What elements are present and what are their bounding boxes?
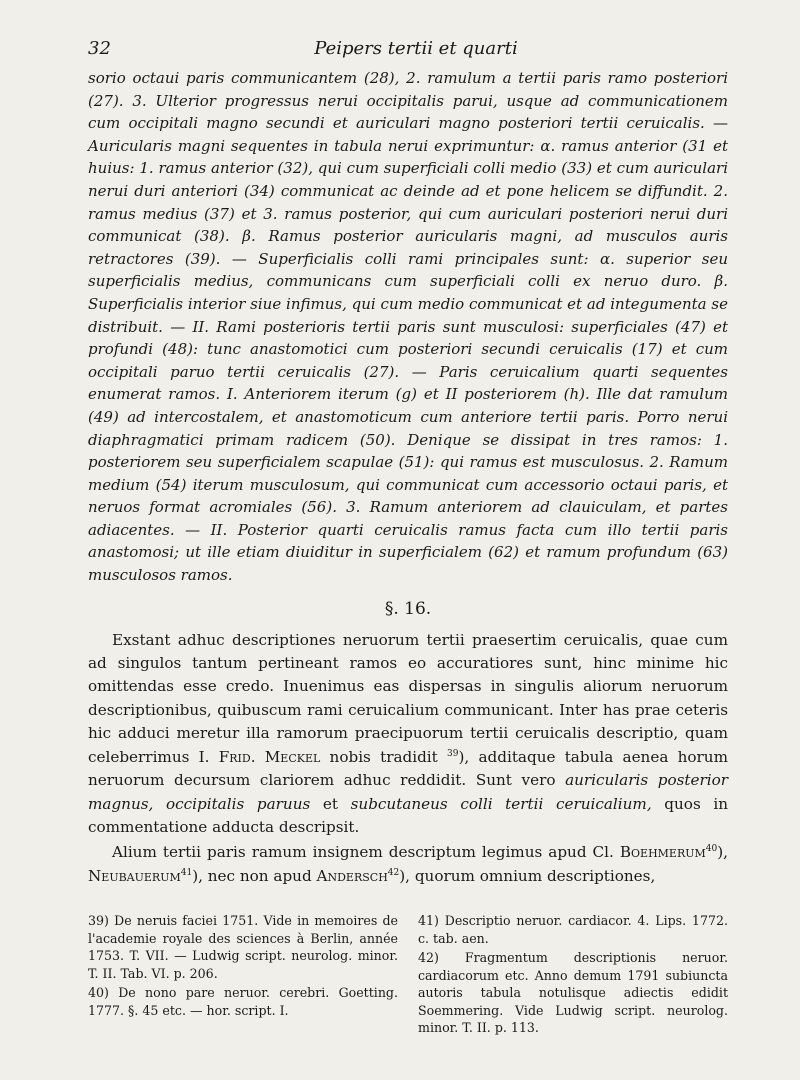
nerve-terms: auricularis posterior magnus, occipitalis paruus xyxy=(88,771,728,813)
footnote-ref-40: 40 xyxy=(705,844,718,855)
footnote-40: 40) De nono pare neruor. cerebri. Goetting. 1777. §. 45 etc. — hor. script. I. xyxy=(88,985,398,1018)
para2-text-a: Alium tertii paris ramum insignem descriptum legimus apud Cl. xyxy=(112,843,620,862)
running-title: Peipers tertii et quarti xyxy=(314,38,518,59)
footnote-ref-39: 39 xyxy=(447,748,459,759)
italic-paragraph: sorio octaui paris communicantem (28), 2. ramulum a tertii paris ramo posteriori (27). 3. Ulterior progressus nerui occipitalis parui, usque ad communicationem cum occipitali magno secundi et auriculari magno posteriori tertii ceruicalis. — Auricularis magni sequentes in tabula nerui exprimuntur: α. ramus anterior (31 et huius: 1. ramus anterior (32), qui cum superficiali colli medio (33) et cum auriculari nerui duri anteriori (34) communicat ac deinde ad et pone helicem se diffundit. 2. ramus medius (37) et 3. ramus posterior, qui cum auriculari posteriori nerui duri communicat (38). β. Ramus posterior auricularis magni, ad musculos auris retractores (39). — Superficialis colli rami principales sunt: α. superior seu superficialis medius, communicans cum superficiali colli ex neruo duro. β. Superficialis interior siue infimus, qui cum medio communicat et ad integumenta se distribuit. — II. Rami posterioris tertii paris sunt musculosi: superficiales (47) et profundi (48): tunc anastomotici cum posteriori secundi ceruicalis (17) et cum occipitali paruo tertii ceruicalis (27). — Paris ceruicalium quarti sequentes enumerat ramos. I. Anteriorem iterum (g) et II posteriorem (h). Ille dat ramulum (49) ad intercostalem, et anastomoticum cum anteriore tertii paris. Porro nerui diaphragmatici primam radicem (50). Denique se dissipat in tres ramos: 1. posteriorem seu superficialem scapulae (51): qui ramus est musculosus. 2. Ramum medium (54) iterum musculosum, qui communicat cum accessorio octaui paris, et neruos format acromiales (56). 3. Ramum anteriorem ad clauiculam, et partes adiacentes. — II. Posterior quarti ceruicalis ramus facta cum illo tertii paris anastomosi; ut ille etiam diuiditur in superficialem (62) et ramum profundum (63) musculosos ramos. xyxy=(88,69,728,585)
footnotes-right-column xyxy=(418,912,728,1039)
para1-text-b: nobis tradidit xyxy=(320,747,448,766)
para1-text-a: Exstant adhuc descriptiones neruorum tertii praesertim ceruicalis, quae cum ad singulos tantum pertineant ramos eo accuratiores sunt, hinc minime hic omittendas esse credo. Inuenimus eas dispersas in singulis aliorum neruorum descriptionibus, quibuscum rami ceruicalium communicant. Inter has prae ceteris hic adduci meretur illa ramorum praecipuorum tertii ceruicalis descriptio, quam celeberrimus xyxy=(88,630,728,766)
author-name-neubauerum: Neubauerum xyxy=(88,866,181,885)
para1-text-e: quos in commentatione adducta descripsit. xyxy=(88,794,729,836)
author-name-boehmerum: Boehmerum xyxy=(619,843,706,862)
para2-text-b: ), xyxy=(717,843,728,862)
paragraph-1 xyxy=(88,629,728,840)
para2-text-d: ), quorum omnium descriptiones, xyxy=(399,866,656,885)
nerve-term-subcutaneus: subcutaneus colli tertii ceruicalium, xyxy=(350,794,652,813)
footnote-41: 41) Descriptio neruor. cardiacor. 4. Lips. 1772. c. tab. aen. xyxy=(418,913,728,946)
page-header xyxy=(88,38,728,59)
section-heading: §. 16. xyxy=(384,598,432,619)
page-number: 32 xyxy=(88,38,111,59)
footnote-ref-41: 41 xyxy=(180,867,193,878)
footnote-39: 39) De neruis faciei 1751. Vide in memoires de l'academie royale des sciences à Berlin, année 1753. T. VII. — Ludwig script. neurolog. minor. T. II. Tab. VI. p. 206. xyxy=(88,913,398,981)
footnotes xyxy=(88,912,728,1039)
paragraph-2 xyxy=(88,841,728,888)
footnote-42: 42) Fragmentum descriptionis neruor. cardiacorum etc. Anno demum 1791 subiuncta autoris tabula notulisque adiectis edidit Soemmering. Vide Ludwig script. neurolog. minor. T. II. p. 113. xyxy=(418,950,728,1036)
footnote-ref-42: 42 xyxy=(387,867,400,878)
para1-text-c: ), additaque tabula aenea horum neruorum decursum clariorem adhuc reddidit. Sunt vero xyxy=(88,747,728,790)
author-name-andersch: Andersch xyxy=(316,866,388,885)
para1-text-d: et xyxy=(310,794,351,813)
para2-text-c: ), nec non apud xyxy=(192,866,317,885)
footnotes-left-column xyxy=(88,912,398,1039)
author-name-meckel: I. Frid. Meckel xyxy=(198,747,321,766)
